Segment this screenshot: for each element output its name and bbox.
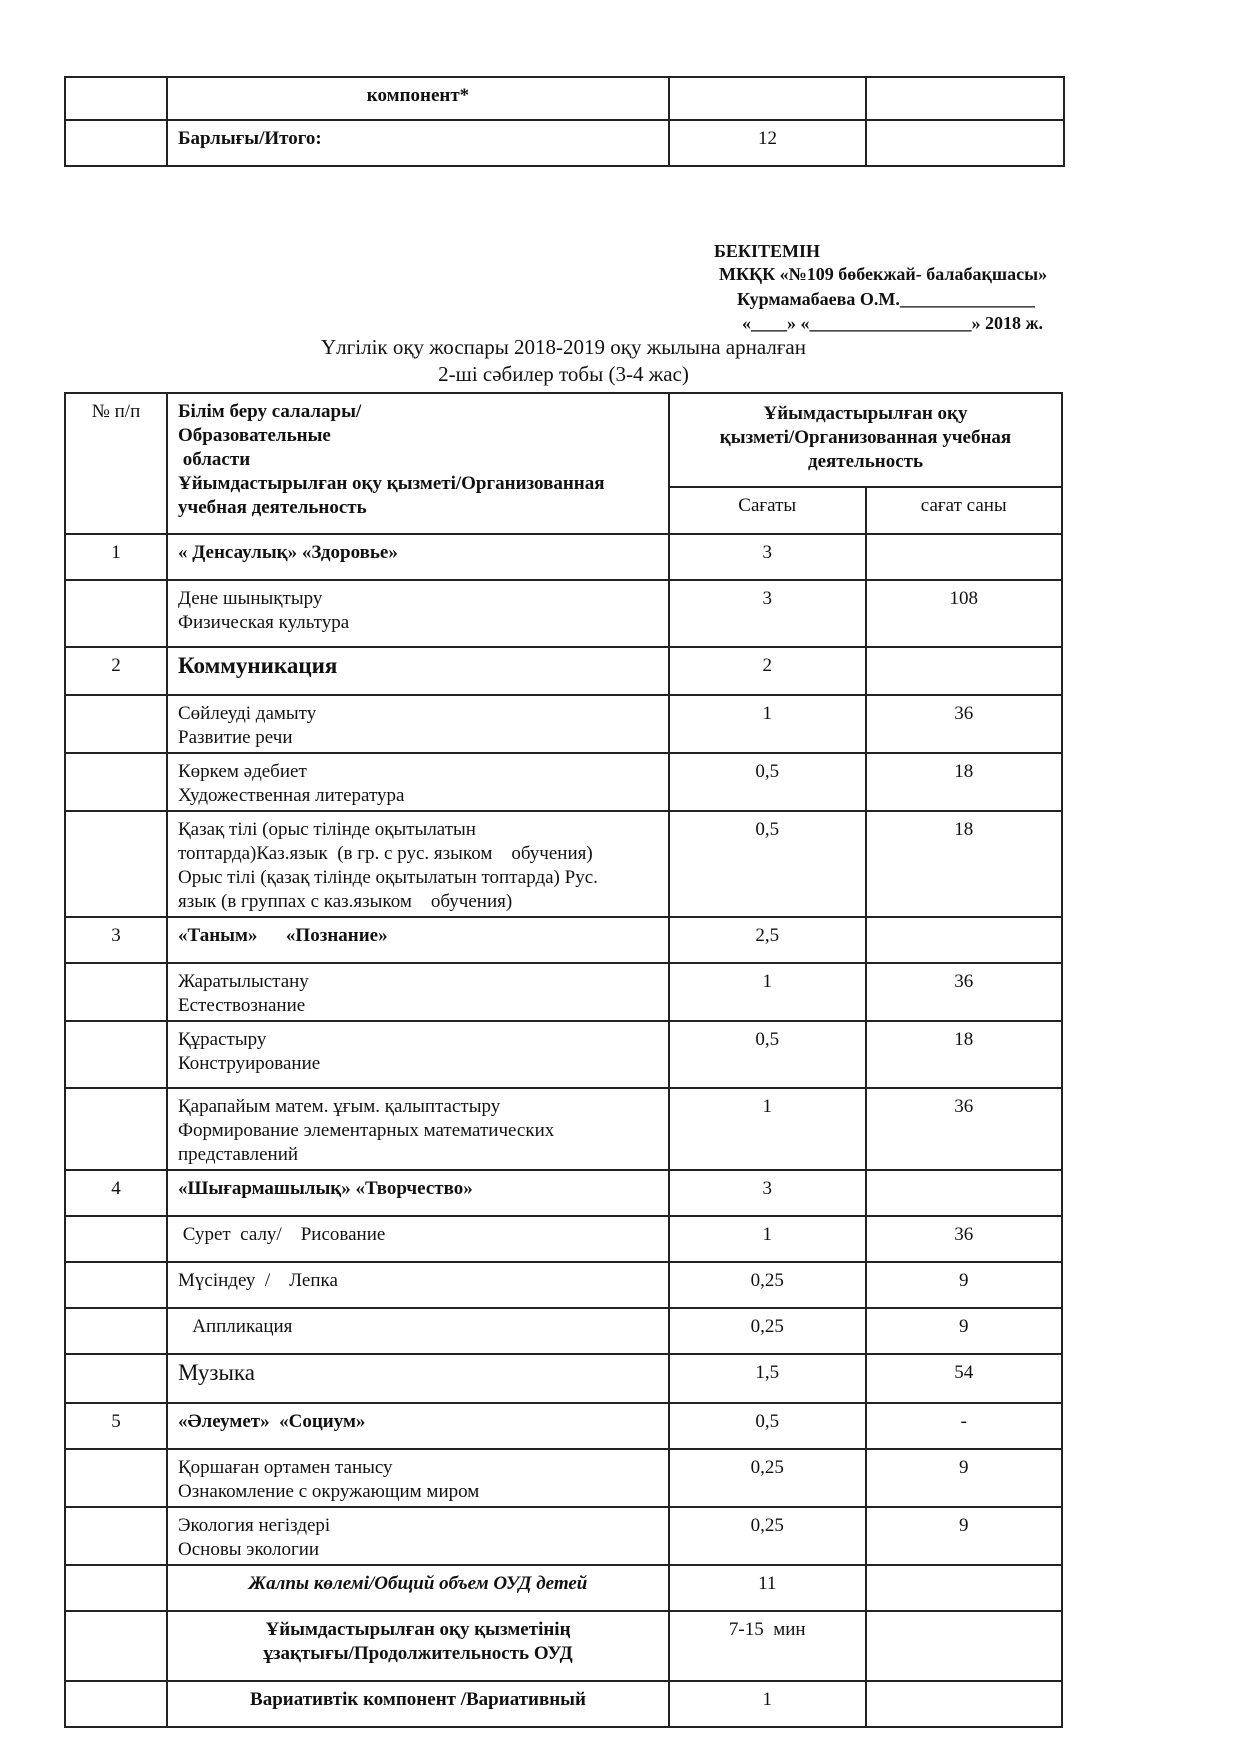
row-hours: 3 — [669, 534, 866, 580]
row-number — [65, 1449, 167, 1507]
table-row — [65, 1021, 1062, 1088]
row-hours-count: - — [866, 1403, 1063, 1449]
row-subject-line: Қарапайым матем. ұғым. қалыптастыру — [178, 1096, 501, 1117]
row-hours: 0,5 — [669, 753, 866, 811]
duration-line: Ұйымдастырылған оқу қызметінің — [265, 1619, 571, 1640]
top-table-cell — [866, 120, 1064, 166]
row-subject-line: язык (в группах с каз.языком обучения) — [178, 891, 513, 912]
table-row — [65, 917, 1062, 963]
row-hours-count: 9 — [866, 1262, 1063, 1308]
row-number — [65, 1088, 167, 1170]
row-subject — [167, 580, 669, 647]
table-row — [65, 1088, 1062, 1170]
row-subject — [167, 1354, 669, 1403]
table-row — [65, 1308, 1062, 1354]
row-subject — [167, 1403, 669, 1449]
row-hours-count: 9 — [866, 1507, 1063, 1565]
row-hours-count: 36 — [866, 695, 1063, 753]
table-row — [65, 1262, 1062, 1308]
row-hours-count: 36 — [866, 1216, 1063, 1262]
approval-date: «____» «__________________» 2018 ж. — [742, 313, 1044, 333]
row-number — [65, 1354, 167, 1403]
row-subject-line: Физическая культура — [178, 612, 350, 633]
row-number — [65, 580, 167, 647]
curriculum-table — [64, 392, 1063, 1728]
row-hours-count — [866, 647, 1063, 695]
variative-value: 1 — [669, 1681, 866, 1727]
row-subject-line: Естествознание — [178, 995, 306, 1016]
row-subject-line: Ознакомление с окружающим миром — [178, 1481, 480, 1502]
row-hours-count — [866, 534, 1063, 580]
row-number — [65, 1308, 167, 1354]
top-total-value: 12 — [669, 120, 866, 166]
row-subject-line: « Денсаулық» «Здоровье» — [178, 542, 398, 563]
header-oud-line: қызметі/Организованная учебная — [719, 427, 1012, 448]
row-hours: 1 — [669, 1088, 866, 1170]
row-hours-count — [866, 917, 1063, 963]
row-hours: 0,5 — [669, 811, 866, 917]
total-value: 11 — [669, 1565, 866, 1611]
table-cell — [866, 1611, 1063, 1681]
row-subject — [167, 1507, 669, 1565]
row-number — [65, 1262, 167, 1308]
row-subject-line: представлений — [178, 1144, 299, 1165]
row-number: 4 — [65, 1170, 167, 1216]
row-subject — [167, 1170, 669, 1216]
row-subject-line: Музыка — [178, 1360, 255, 1385]
row-hours: 0,25 — [669, 1507, 866, 1565]
header-areas-line: Ұйымдастырылған оқу қызметі/Организованная — [178, 473, 605, 494]
header-hours-count: сағат саны — [866, 487, 1063, 534]
row-subject — [167, 917, 669, 963]
header-hours: Сағаты — [669, 487, 866, 534]
row-subject-line: Орыс тілі (қазақ тілінде оқытылатын топтарда) Рус. — [178, 867, 598, 888]
row-subject-line: Құрастыру — [178, 1029, 267, 1050]
row-subject-line: Конструирование — [178, 1053, 321, 1074]
header-areas — [167, 393, 669, 534]
row-number — [65, 811, 167, 917]
row-hours-count: 9 — [866, 1449, 1063, 1507]
row-hours-count: 18 — [866, 753, 1063, 811]
row-subject-line: Мүсіндеу / Лепка — [178, 1270, 338, 1291]
row-number — [65, 1021, 167, 1088]
table-row — [65, 1216, 1062, 1262]
row-subject — [167, 811, 669, 917]
row-hours: 1 — [669, 695, 866, 753]
row-hours: 1 — [669, 963, 866, 1021]
row-number: 3 — [65, 917, 167, 963]
row-subject — [167, 1021, 669, 1088]
row-subject — [167, 1449, 669, 1507]
row-hours: 0,5 — [669, 1403, 866, 1449]
table-cell — [65, 1611, 167, 1681]
row-subject-line: Аппликация — [178, 1316, 293, 1337]
header-areas-line: области — [178, 449, 251, 470]
row-subject-line: Сурет салу/ Рисование — [178, 1224, 386, 1245]
table-cell — [65, 1565, 167, 1611]
row-hours-count: 36 — [866, 1088, 1063, 1170]
row-subject-line: «Шығармашылық» «Творчество» — [178, 1178, 473, 1199]
plan-subtitle: 2-ші сәбилер тобы (3-4 жас) — [438, 362, 689, 386]
table-row — [65, 1354, 1062, 1403]
table-cell — [65, 1681, 167, 1727]
header-areas-line: Образовательные — [178, 425, 331, 446]
approval-org: МКҚК «№109 бөбекжай- балабақшасы» — [719, 264, 1048, 284]
header-num: № п/п — [65, 393, 167, 534]
row-hours: 0,25 — [669, 1449, 866, 1507]
row-subject-line: Развитие речи — [178, 727, 293, 748]
row-hours: 1,5 — [669, 1354, 866, 1403]
row-hours-count — [866, 1170, 1063, 1216]
row-subject — [167, 1308, 669, 1354]
top-table-cell — [65, 77, 167, 120]
row-subject-line: Экология негіздері — [178, 1515, 331, 1536]
row-number: 1 — [65, 534, 167, 580]
row-subject-line: топтарда)Каз.язык (в гр. с рус. языком обучения) — [178, 843, 593, 864]
row-number — [65, 1507, 167, 1565]
header-oud-line: Ұйымдастырылған оқу — [763, 403, 968, 424]
variative-label: Вариативтік компонент /Вариативный — [167, 1681, 669, 1727]
row-subject-line: «Таным» «Познание» — [178, 925, 388, 946]
top-table-cell — [866, 77, 1064, 120]
row-hours: 2,5 — [669, 917, 866, 963]
row-hours-count: 18 — [866, 1021, 1063, 1088]
top-component-label: компонент* — [167, 77, 669, 120]
row-hours: 0,25 — [669, 1262, 866, 1308]
duration-value: 7-15 мин — [669, 1611, 866, 1681]
table-row — [65, 1507, 1062, 1565]
top-total-label: Барлығы/Итого: — [167, 120, 669, 166]
row-subject-line: Формирование элементарных математических — [178, 1120, 555, 1141]
table-row — [65, 1449, 1062, 1507]
table-row — [65, 580, 1062, 647]
row-hours-count: 36 — [866, 963, 1063, 1021]
table-row — [65, 753, 1062, 811]
table-row — [65, 647, 1062, 695]
approval-title: БЕКІТЕМІН — [714, 241, 820, 261]
row-subject-line: Дене шынықтыру — [178, 588, 323, 609]
row-subject-line: «Әлеумет» «Социум» — [178, 1411, 366, 1432]
table-row — [65, 695, 1062, 753]
row-hours: 0,5 — [669, 1021, 866, 1088]
row-number: 2 — [65, 647, 167, 695]
table-row — [65, 811, 1062, 917]
top-table — [64, 76, 1065, 167]
table-cell — [866, 1565, 1063, 1611]
row-number: 5 — [65, 1403, 167, 1449]
row-subject — [167, 1216, 669, 1262]
row-hours: 0,25 — [669, 1308, 866, 1354]
top-table-cell — [65, 120, 167, 166]
table-row — [65, 1170, 1062, 1216]
table-row — [65, 963, 1062, 1021]
duration-label — [167, 1611, 669, 1681]
row-subject-line: Основы экологии — [178, 1539, 320, 1560]
header-areas-line: учебная деятельность — [178, 497, 367, 518]
row-subject-line: Қоршаған ортамен танысу — [178, 1457, 393, 1478]
row-subject — [167, 647, 669, 695]
row-hours-count: 18 — [866, 811, 1063, 917]
top-table-cell — [669, 77, 866, 120]
table-body — [65, 534, 1062, 1565]
row-subject — [167, 1262, 669, 1308]
header-oud — [669, 393, 1062, 487]
row-number — [65, 753, 167, 811]
row-number — [65, 695, 167, 753]
row-hours: 3 — [669, 1170, 866, 1216]
table-cell — [866, 1681, 1063, 1727]
row-subject-line: Художественная литература — [178, 785, 405, 806]
row-subject-line: Коммуникация — [178, 653, 338, 678]
header-oud-line: деятельность — [807, 451, 924, 472]
row-hours-count: 9 — [866, 1308, 1063, 1354]
row-hours-count: 54 — [866, 1354, 1063, 1403]
row-number — [65, 1216, 167, 1262]
row-subject — [167, 753, 669, 811]
row-number — [65, 963, 167, 1021]
approval-person: Курмамабаева О.М._______________ — [737, 289, 1035, 309]
row-subject-line: Қазақ тілі (орыс тілінде оқытылатын — [178, 819, 476, 840]
duration-line: ұзақтығы/Продолжительность ОУД — [263, 1643, 573, 1664]
row-hours: 1 — [669, 1216, 866, 1262]
row-subject — [167, 534, 669, 580]
row-hours-count: 108 — [866, 580, 1063, 647]
row-subject-line: Көркем әдебиет — [178, 761, 307, 782]
row-subject — [167, 695, 669, 753]
plan-title: Үлгілік оқу жоспары 2018-2019 оқу жылына арналған — [321, 335, 806, 359]
row-subject — [167, 1088, 669, 1170]
row-subject-line: Жаратылыстану — [178, 971, 309, 992]
row-subject-line: Сөйлеуді дамыту — [178, 703, 317, 724]
table-row — [65, 1403, 1062, 1449]
table-row — [65, 534, 1062, 580]
row-hours: 3 — [669, 580, 866, 647]
header-areas-line: Білім беру салалары/ — [178, 401, 362, 422]
total-label: Жалпы көлемі/Общий объем ОУД детей — [167, 1565, 669, 1611]
row-subject — [167, 963, 669, 1021]
row-hours: 2 — [669, 647, 866, 695]
